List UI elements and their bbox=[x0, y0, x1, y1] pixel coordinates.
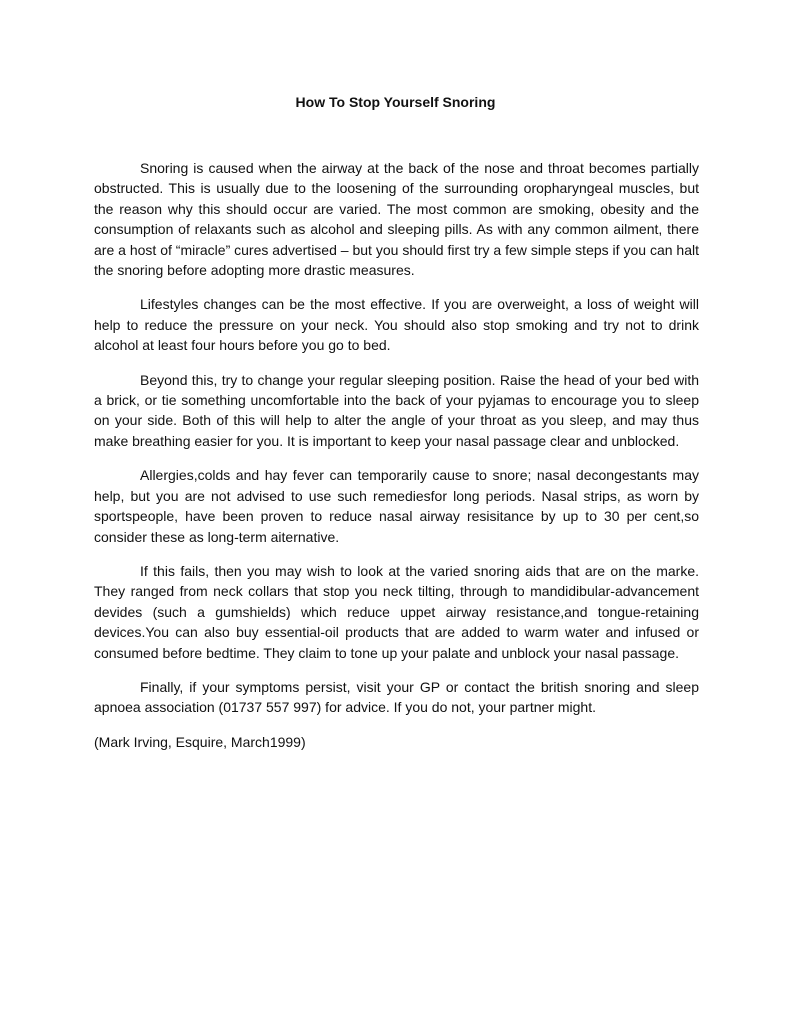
paragraph-finally: Finally, if your symptoms persist, visit your GP or contact the british snoring and sleep apnoea association (01737 557 997) for advice. If you do not, your partner might. bbox=[94, 678, 699, 716]
citation: (Mark Irving, Esquire, March1999) bbox=[94, 733, 306, 750]
paragraph-causes: Snoring is caused when the airway at the back of the nose and throat becomes partially obstructed. This is usually due to the loosening of the surrounding oropharyngeal muscles, but the reason why this should occur are varied. The most common are smoking, obesity and the consumption of relaxants such as alcohol and sleeping pills. As with any common ailment, there are a host of “miracle” cures advertised – but you should first try a few simple steps if you can halt the snoring before adopting more drastic measures. bbox=[94, 160, 699, 279]
paragraph-lifestyle: Lifestyles changes can be the most effective. If you are overweight, a loss of weight will help to reduce the pressure on your neck. You should also stop smoking and try not to drink alcohol at least four hours before you go to bed. bbox=[94, 296, 699, 354]
paragraph-snoring-aids: If this fails, then you may wish to look at the varied snoring aids that are on the marke. They ranged from neck collars that stop you neck tilting, through to mandidibular-advancement devides (such a gumshields) which reduce uppet airway resistance,and tongue-retaining devices.You can also buy essential-oil products that are added to warm water and infused or consumed before bedtime. They claim to tone up your palate and unblock your nasal passage. bbox=[94, 562, 699, 661]
document-title: How To Stop Yourself Snoring bbox=[295, 94, 496, 110]
paragraph-sleeping-position: Beyond this, try to change your regular sleeping position. Raise the head of your bed with a brick, or tie something uncomfortable into the back of your pyjamas to encourage you to sleep on your side. Both of this will help to alter the angle of your throat as you sleep, and may thus make breathing easier for you. It is important to keep your nasal passage clear and unblocked. bbox=[94, 371, 699, 449]
paragraph-allergies: Allergies,colds and hay fever can temporarily cause to snore; nasal decongestants may help, but you are not advised to use such remediesfor long periods. Nasal strips, as worn by sportspeople, have been proven to reduce nasal airway resisitance by up to 30 per cent,so consider these as long-term aiternative. bbox=[94, 467, 699, 545]
document-body bbox=[94, 158, 699, 766]
